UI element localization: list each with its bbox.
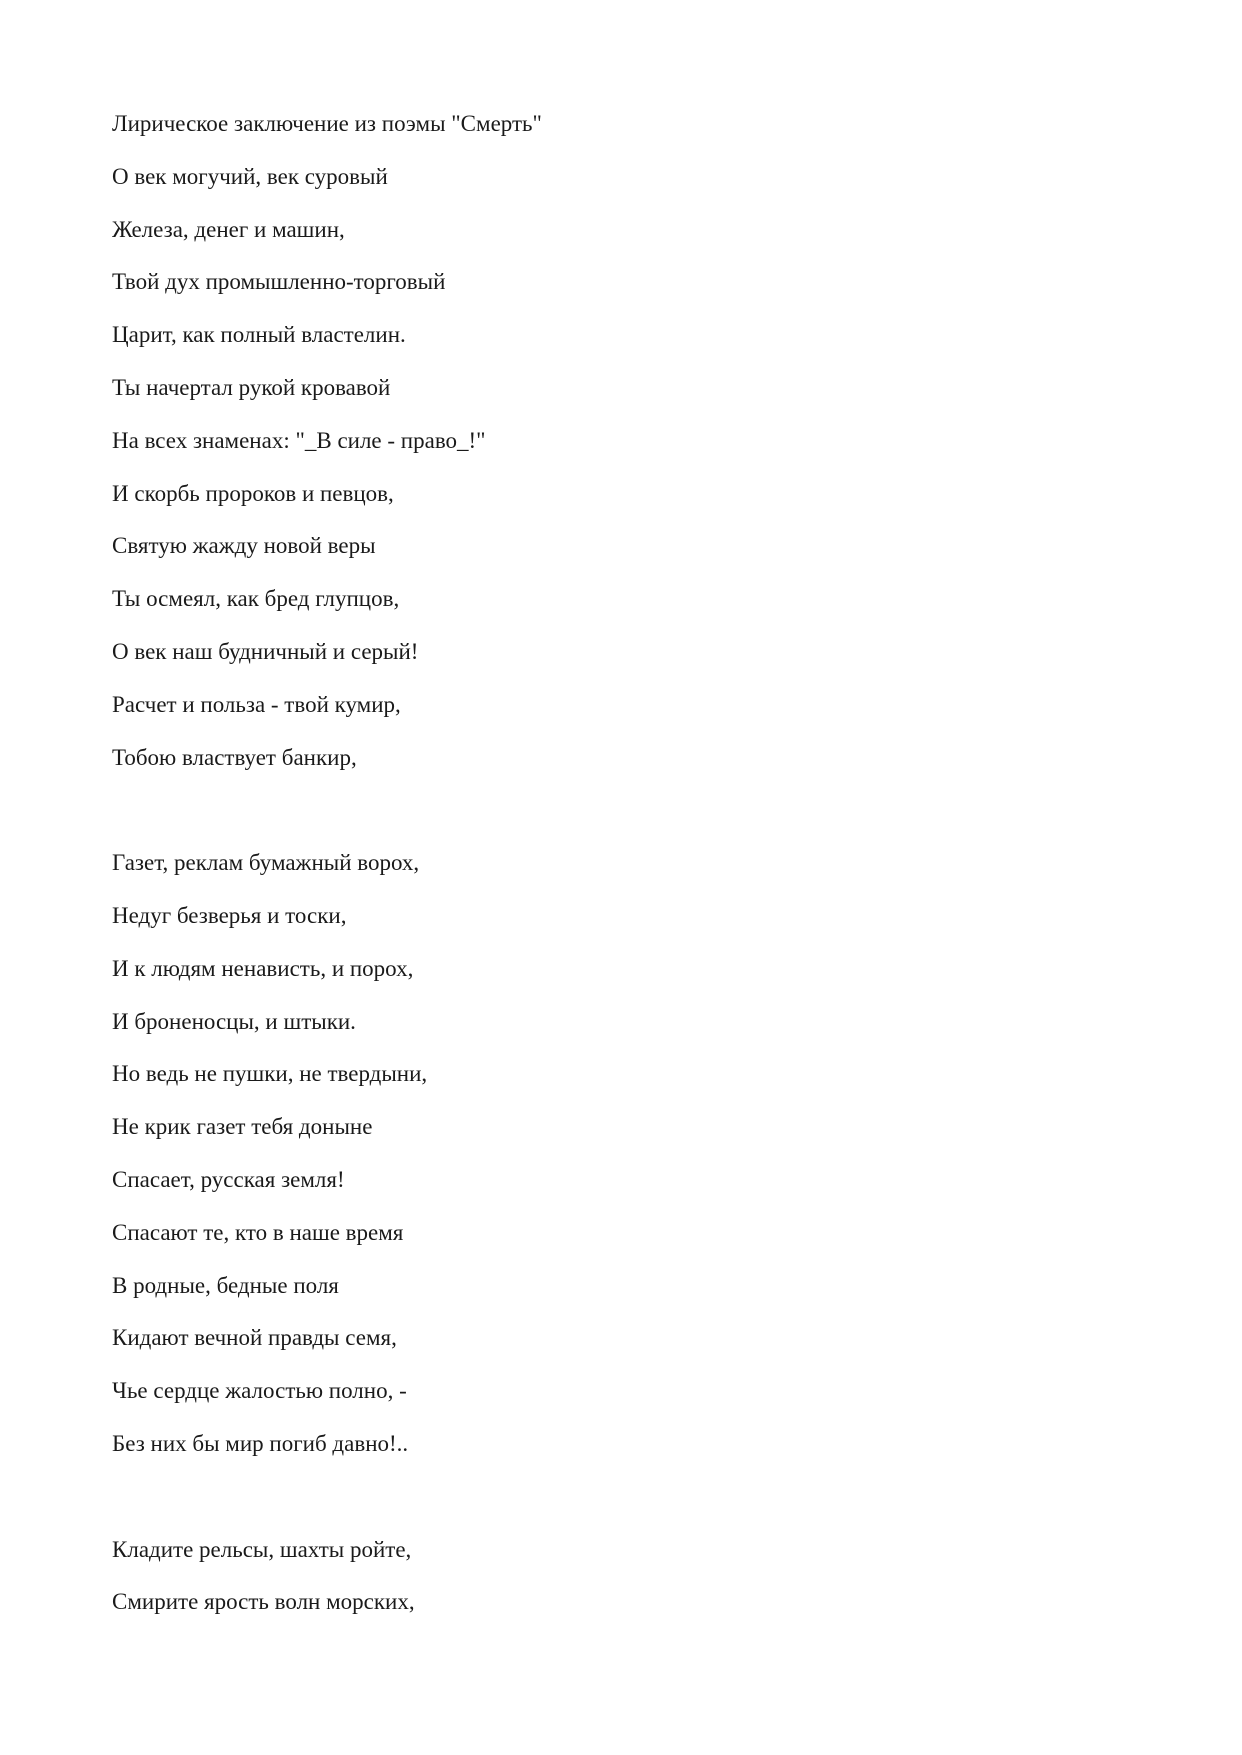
poem-line: Святую жажду новой веры — [112, 533, 376, 559]
poem-line: О век могучий, век суровый — [112, 163, 388, 189]
poem-line: Спасают те, кто в наше время — [112, 1219, 404, 1245]
poem-line: Расчет и польза - твой кумир, — [112, 691, 401, 717]
stanza-break — [112, 784, 1112, 837]
poem-title: Лирическое заключение из поэмы "Смерть" — [112, 111, 542, 136]
stanza-3 — [112, 1524, 1112, 1630]
poem-line: Железа, денег и машин, — [112, 216, 345, 242]
poem-line: О век наш будничный и серый! — [112, 638, 419, 664]
stanza-break — [112, 1471, 1112, 1524]
poem-line: На всех знаменах: "_В силе - право_!" — [112, 427, 486, 453]
poem-line: Кидают вечной правды семя, — [112, 1325, 397, 1351]
poem-line: Не крик газет тебя доныне — [112, 1114, 373, 1140]
poem-line: Царит, как полный властелин. — [112, 322, 406, 348]
stanza-2 — [112, 837, 1112, 1471]
poem-line: Недуг безверья и тоски, — [112, 902, 347, 928]
poem-line: Но ведь не пушки, не твердыни, — [112, 1061, 428, 1087]
poem-line: Смирите ярость волн морских, — [112, 1589, 415, 1615]
poem-line: Спасает, русская земля! — [112, 1166, 345, 1192]
poem-text — [112, 98, 1112, 1629]
poem-line: Без них бы мир погиб давно!.. — [112, 1430, 409, 1456]
poem-line: Чье сердце жалостью полно, - — [112, 1378, 407, 1404]
poem-line: Кладите рельсы, шахты ройте, — [112, 1536, 412, 1562]
poem-line: Газет, реклам бумажный ворох, — [112, 850, 420, 876]
poem-line: И броненосцы, и штыки. — [112, 1008, 356, 1034]
poem-line: И скорбь пророков и певцов, — [112, 480, 394, 506]
poem-line: И к людям ненависть, и порох, — [112, 955, 414, 981]
poem-line: Ты осмеял, как бред глупцов, — [112, 586, 400, 612]
poem-line: Ты начертал рукой кровавой — [112, 374, 391, 400]
stanza-1 — [112, 151, 1112, 785]
poem-line: Тобою властвует банкир, — [112, 744, 357, 770]
poem-line: В родные, бедные поля — [112, 1272, 339, 1298]
poem-line: Твой дух промышленно-торговый — [112, 269, 446, 295]
